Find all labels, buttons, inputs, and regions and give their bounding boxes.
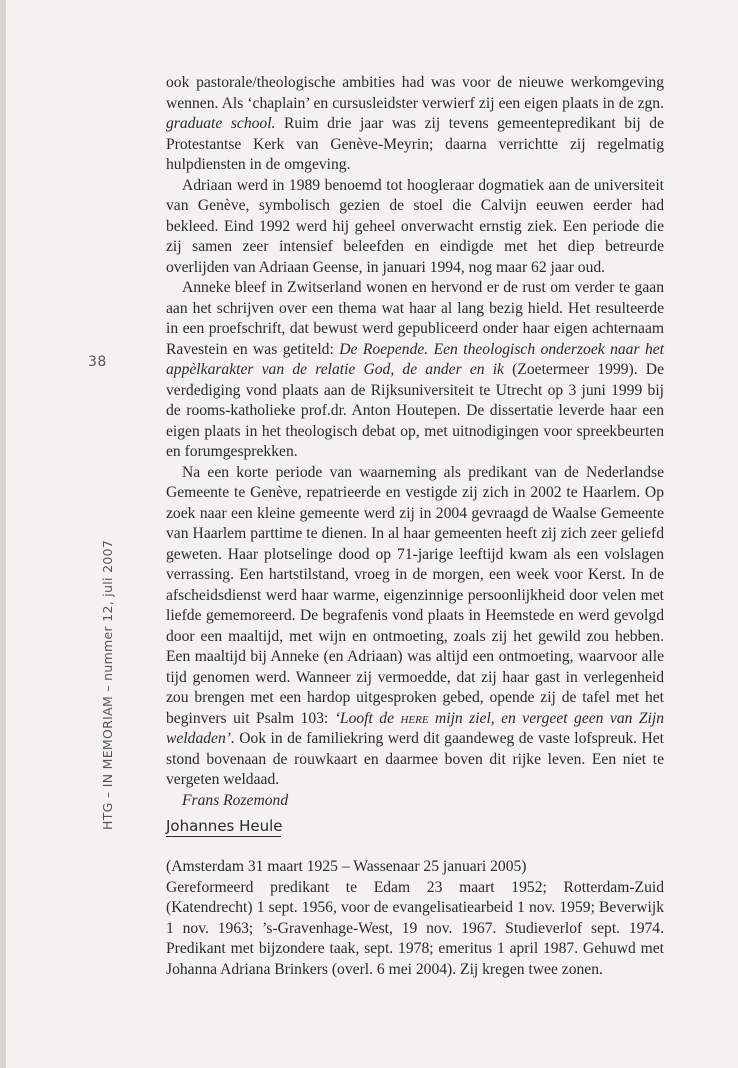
paragraph-4-text-e: Ook in de familiekring werd dit gaandeweg de vaste lofspreuk. Het stond bovenaan de rouwkaart en daarmee boven dit rijke leven. Een niet te vergeten weldaad. [166,730,664,788]
section-heading: Johannes Heule [166,817,283,835]
bio-dates: (Amsterdam 31 maart 1925 – Wassenaar 25 januari 2005) [166,858,527,875]
psalm-quote-end: mijn ziel, en vergeet geen van Zijn weldaden’. [166,709,665,747]
psalm-quote-start: ‘Looft de [334,709,401,727]
bio-body: Gereformeerd predikant te Edam 23 maart 1952; Rotterdam-Zuid (Katendrecht) 1 sept. 1956, voor de evangelisatiearbeid 1 nov. 1959; Beverwijk 1 nov. 1963; ’s-Gravenhage-West, 19 nov. 1967. Studieverlof sept. 1974. Predikant met bijzondere taak, sept. 1978; emeritus 1 april 1987. Gehuwd met Johanna Adriana Brinkers (overl. 6 mei 2004). Zij kregen twee zonen. [166,878,664,978]
psalm-quote-smallcaps: here [400,709,429,727]
article-body [166,73,664,811]
paragraph-1-text-c: Ruim drie jaar was zij tevens gemeentepredikant bij de Protestantse Kerk van Genève-Meyrin; daarna verrichtte zij regelmatig hulpdiensten in de omgeving. [166,115,664,173]
page-number: 38 [88,354,107,370]
dissertation-title: De Roepende. Een theologisch onderzoek naar het appèlkarakter van de relatie God, de ander en ik [166,340,664,378]
running-head: HTG – IN MEMORIAM – nummer 12, juli 2007 [100,539,115,830]
author-signature: Frans Rozemond [182,791,289,809]
paragraph-3 [166,278,664,463]
biography [166,857,664,980]
paragraph-4 [166,463,664,791]
paragraph-3-text-c: (Zoetermeer 1999). De verdediging vond plaats aan de Rijksuniversiteit te Utrecht op 3 juni 1999 bij de rooms-katholieke prof.dr. Anton Houtepen. De dissertatie leverde haar een eigen plaats in het theologisch debat op, met uitnodigingen voor spreekbeurten en forumgesprekken. [166,361,664,460]
paragraph-3-text-a: Anneke bleef in Zwitserland wonen en hervond er de rust om verder te gaan aan het schrijven over een thema wat haar al lang bezig hield. Het resulteerde in een proefschrift, dat bewust werd gepubliceerd onder haar eigen achternaam Ravestein en was getiteld: [166,279,664,358]
paragraph-4-text-a: Na een korte periode van waarneming als predikant van de Nederlandse Gemeente te Genève, repatrieerde en vestigde zij zich in 2002 te Haarlem. Op zoek naar een kleine gemeente werd zij in 2004 gevraagd de Waalse Gemeente van Haarlem parttime te dienen. In al haar gemeenten heeft zij zich zeer geliefd geweten. Haar plotselinge dood op 71-jarige leeftijd kwam als een volslagen verrassing. Een hartstilstand, vroeg in de morgen, een week voor Kerst. In de afscheidsdienst werd haar warme, eigenzinnige persoonlijkheid door velen met liefde gememoreerd. De begrafenis vond plaats in Heemstede en werd gevolgd door een maaltijd, met wijn en ontmoeting, zoals zij het gewild zou hebben. Een maaltijd bij Anneke (en Adriaan) was altijd een ontmoeting, waarvoor alle tijd genomen werd. Wanneer zij vermoedde, dat zij haar gast in verlegenheid zou brengen met een hardop uitgesproken gebed, opende zij de tafel met het beginvers uit Psalm 103: [166,463,664,727]
paragraph-1-italic: graduate school. [166,115,276,132]
paragraph-1 [166,73,664,176]
heading-underline [166,836,281,837]
page-edge-shadow [0,0,6,1068]
paragraph-2: Adriaan werd in 1989 benoemd tot hoogleraar dogmatiek aan de universiteit van Genève, symbolisch gezien de stoel die Calvijn eeuwen eerder had bekleed. Eind 1992 werd hij geheel onverwacht ernstig ziek. Een periode die zij samen zeer intensief beleefden en eindigde met het diep betreurde overlijden van Adriaan Geense, in januari 1994, nog maar 62 jaar oud. [166,176,664,276]
paragraph-1-text-a: ook pastorale/theologische ambities had was voor de nieuwe werkomgeving wennen. Als ‘chaplain’ en cursusleidster verwierf zij een eigen plaats in de zgn. [166,74,664,112]
